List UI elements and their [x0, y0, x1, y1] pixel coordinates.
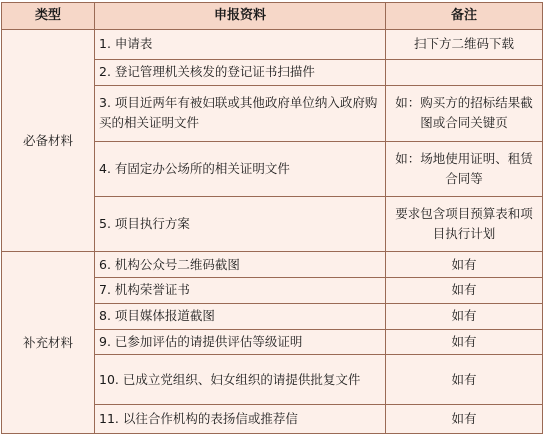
document-cell: 9. 已参加评估的请提供评估等级证明 — [95, 329, 386, 355]
note-cell: 如有 — [386, 329, 543, 355]
header-type: 类型 — [2, 3, 95, 30]
note-cell: 扫下方二维码下载 — [386, 30, 543, 60]
document-cell: 11. 以往合作机构的表扬信或推荐信 — [95, 405, 386, 434]
document-cell: 1. 申请表 — [95, 30, 386, 60]
document-cell: 7. 机构荣誉证书 — [95, 277, 386, 303]
note-cell: 如：场地使用证明、租赁合同等 — [386, 141, 543, 197]
document-cell: 5. 项目执行方案 — [95, 197, 386, 252]
header-notes: 备注 — [386, 3, 543, 30]
document-cell: 8. 项目媒体报道截图 — [95, 303, 386, 329]
group-label-supplementary: 补充材料 — [2, 252, 95, 434]
table-header-row — [2, 3, 543, 30]
document-cell: 3. 项目近两年有被妇联或其他政府单位纳入政府购买的相关证明文件 — [95, 85, 386, 141]
header-documents: 申报资料 — [95, 3, 386, 30]
note-cell: 如有 — [386, 355, 543, 405]
note-cell: 如有 — [386, 303, 543, 329]
document-cell: 2. 登记管理机关核发的登记证书扫描件 — [95, 59, 386, 85]
document-cell: 6. 机构公众号二维码截图 — [95, 252, 386, 278]
table-row — [2, 30, 543, 60]
document-cell: 10. 已成立党组织、妇女组织的请提供批复文件 — [95, 355, 386, 405]
group-label-required: 必备材料 — [2, 30, 95, 252]
note-cell — [386, 59, 543, 85]
materials-table — [1, 2, 543, 434]
note-cell: 如：购买方的招标结果截图或合同关键页 — [386, 85, 543, 141]
table-row — [2, 252, 543, 278]
note-cell: 如有 — [386, 277, 543, 303]
note-cell: 如有 — [386, 252, 543, 278]
note-cell: 如有 — [386, 405, 543, 434]
document-cell: 4. 有固定办公场所的相关证明文件 — [95, 141, 386, 197]
note-cell: 要求包含项目预算表和项目执行计划 — [386, 197, 543, 252]
